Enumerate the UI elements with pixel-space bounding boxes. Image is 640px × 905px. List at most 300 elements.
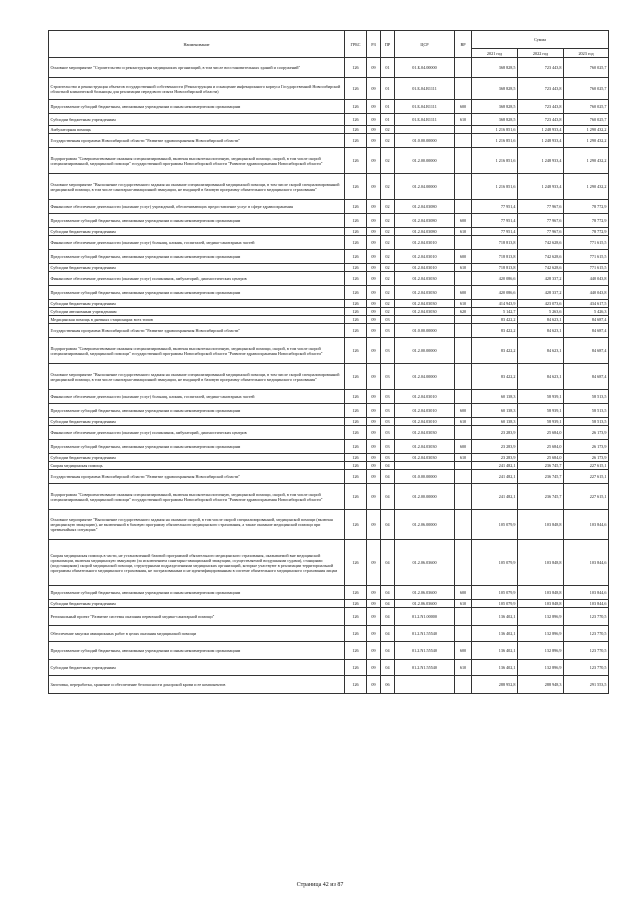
cell-a: 83 422,2	[472, 316, 518, 324]
cell-pr: 02	[381, 228, 395, 236]
cell-vr	[455, 126, 472, 134]
table-row	[49, 134, 609, 148]
cell-name: Субсидии бюджетным учреждениям	[49, 114, 345, 126]
cell-pr: 02	[381, 300, 395, 308]
cell-pr: 03	[381, 324, 395, 338]
cell-c: 5 426,3	[564, 308, 609, 316]
cell-csr: 01.2.06.03600	[395, 540, 455, 586]
cell-a: 420 086,6	[472, 286, 518, 300]
cell-c: 771 615,5	[564, 236, 609, 250]
cell-b: 428 337,2	[518, 286, 564, 300]
cell-vr: 600	[455, 586, 472, 600]
cell-b: 132 896,9	[518, 660, 564, 676]
cell-pr: 02	[381, 214, 395, 228]
cell-csr: 01.2.00.00000	[395, 148, 455, 174]
cell-name: Основное мероприятие "Выполнение государственного задания на оказание специализированной медицинской помощи, в том числе скорой специализированной медицинской помощи, в том числе санитарно-авиационной эвакуации, не входящей в базовую программу обязательного медицинского страхования"	[49, 174, 345, 200]
table-row	[49, 126, 609, 134]
cell-g: 126	[345, 642, 367, 660]
cell-name: Предоставление субсидий бюджетным, автономным учреждениям и иным некоммерческим организациям	[49, 586, 345, 600]
cell-b: 84 623,1	[518, 316, 564, 324]
cell-b: 103 848,8	[518, 600, 564, 608]
cell-b: 77 967,6	[518, 228, 564, 236]
cell-name: Региональный проект "Развитие системы оказания первичной медико-санитарной помощи"	[49, 608, 345, 626]
cell-vr	[455, 236, 472, 250]
cell-name: Подпрограмма "Совершенствование оказания специализированной, включая высокотехнологичную, медицинской помощи, скорой, в том числе скорой специализированной, медицинской помощи" государственной программы Новосибирской области "Развитие здравоохранения Новосибирской области"	[49, 484, 345, 510]
cell-a: 1 216 851,6	[472, 174, 518, 200]
cell-c: 760 025,7	[564, 78, 609, 100]
cell-a: 718 813,8	[472, 236, 518, 250]
cell-name: Финансовое обеспечение деятельности (оказание услуг) больниц, клиник, госпиталей, медико-санитарных частей	[49, 236, 345, 250]
cell-rz: 09	[367, 264, 381, 272]
cell-b: 132 896,9	[518, 642, 564, 660]
cell-vr: 610	[455, 264, 472, 272]
cell-g: 126	[345, 148, 367, 174]
cell-name: Субсидии автономным учреждениям	[49, 308, 345, 316]
cell-c: 26 173,9	[564, 426, 609, 440]
cell-a: 77 951,4	[472, 200, 518, 214]
cell-b: 723 443,8	[518, 58, 564, 78]
cell-a: 1 216 851,6	[472, 134, 518, 148]
cell-pr: 01	[381, 78, 395, 100]
cell-pr: 04	[381, 484, 395, 510]
cell-csr: 01.2.04.03030	[395, 272, 455, 286]
cell-g: 126	[345, 510, 367, 540]
table-row	[49, 100, 609, 114]
cell-g: 126	[345, 470, 367, 484]
table-row	[49, 608, 609, 626]
cell-c: 84 687,4	[564, 364, 609, 390]
cell-csr: 01.2.N1.55540	[395, 660, 455, 676]
cell-c: 760 025,7	[564, 58, 609, 78]
cell-csr: 01.2.04.03030	[395, 440, 455, 454]
cell-name: Предоставление субсидий бюджетным, автономным учреждениям и иным некоммерческим организациям	[49, 214, 345, 228]
table-row	[49, 586, 609, 600]
cell-rz: 09	[367, 540, 381, 586]
cell-c: 123 770,5	[564, 660, 609, 676]
table-row	[49, 58, 609, 78]
cell-a: 60 138,3	[472, 404, 518, 418]
cell-name: Медицинская помощь в дневных стационарах всех типов	[49, 316, 345, 324]
cell-name: Субсидии бюджетным учреждениям	[49, 454, 345, 462]
cell-b: 77 967,6	[518, 200, 564, 214]
cell-a: 60 138,3	[472, 390, 518, 404]
cell-rz: 09	[367, 470, 381, 484]
document-page	[48, 30, 608, 694]
cell-a: 23 283,9	[472, 454, 518, 462]
cell-b: 103 848,8	[518, 510, 564, 540]
cell-vr	[455, 148, 472, 174]
cell-pr: 02	[381, 286, 395, 300]
cell-vr: 600	[455, 100, 472, 114]
table-row	[49, 470, 609, 484]
cell-name: Скорая медицинская помощь	[49, 462, 345, 470]
table-row	[49, 300, 609, 308]
cell-vr: 600	[455, 642, 472, 660]
cell-c: 227 615,1	[564, 484, 609, 510]
cell-csr: 01.2.04.03030	[395, 286, 455, 300]
table-row	[49, 338, 609, 364]
cell-vr	[455, 272, 472, 286]
cell-vr	[455, 174, 472, 200]
cell-c: 26 173,9	[564, 454, 609, 462]
cell-a: 136 402,1	[472, 608, 518, 626]
table-row	[49, 540, 609, 586]
table-row	[49, 316, 609, 324]
cell-g: 126	[345, 286, 367, 300]
cell-name: Предоставление субсидий бюджетным, автономным учреждениям и иным некоммерческим организациям	[49, 404, 345, 418]
cell-rz: 09	[367, 626, 381, 642]
cell-a: 368 828,5	[472, 78, 518, 100]
cell-csr: 01.Б.04.R1111	[395, 78, 455, 100]
cell-b: 132 896,9	[518, 608, 564, 626]
cell-pr: 04	[381, 462, 395, 470]
cell-pr: 02	[381, 200, 395, 214]
cell-g: 126	[345, 126, 367, 134]
cell-vr	[455, 484, 472, 510]
header-grbs: ГРБС	[345, 31, 367, 58]
cell-name: Субсидии бюджетным учреждениям	[49, 418, 345, 426]
cell-g: 126	[345, 58, 367, 78]
cell-b: 742 628,6	[518, 264, 564, 272]
cell-pr: 04	[381, 470, 395, 484]
cell-rz: 09	[367, 600, 381, 608]
cell-pr: 04	[381, 626, 395, 642]
cell-name: Предоставление субсидий бюджетным, автономным учреждениям и иным некоммерческим организациям	[49, 100, 345, 114]
cell-a: 1 216 851,6	[472, 126, 518, 134]
cell-rz: 09	[367, 272, 381, 286]
cell-csr: 01.2.04.03010	[395, 236, 455, 250]
table-row	[49, 600, 609, 608]
cell-name: Амбулаторная помощь	[49, 126, 345, 134]
cell-a: 77 951,4	[472, 214, 518, 228]
cell-rz: 09	[367, 484, 381, 510]
cell-name: Обеспечение закупки авиационных работ в целях оказания медицинской помощи	[49, 626, 345, 642]
cell-vr: 610	[455, 114, 472, 126]
header-2022: 2022 год	[518, 49, 564, 58]
cell-vr	[455, 390, 472, 404]
cell-csr	[395, 316, 455, 324]
cell-pr: 03	[381, 440, 395, 454]
cell-csr: 01.2.04.03010	[395, 250, 455, 264]
cell-c: 84 687,4	[564, 324, 609, 338]
cell-rz: 09	[367, 78, 381, 100]
cell-vr: 610	[455, 228, 472, 236]
cell-vr	[455, 78, 472, 100]
cell-pr: 06	[381, 676, 395, 694]
cell-b: 5 263,6	[518, 308, 564, 316]
cell-c: 78 772,9	[564, 214, 609, 228]
cell-name: Основное мероприятие "Выполнение государственного задания на оказание специализированной медицинской помощи, в том числе скорой специализированной медицинской помощи, в том числе санитарно-авиационной эвакуации, не входящей в базовую программу обязательного медицинского страхования"	[49, 364, 345, 390]
cell-pr: 04	[381, 586, 395, 600]
table-row	[49, 626, 609, 642]
cell-b: 236 745,7	[518, 484, 564, 510]
cell-g: 126	[345, 78, 367, 100]
cell-c: 26 173,9	[564, 440, 609, 454]
cell-pr: 01	[381, 100, 395, 114]
cell-pr: 04	[381, 660, 395, 676]
cell-a: 368 828,5	[472, 58, 518, 78]
cell-b: 1 248 933,4	[518, 126, 564, 134]
cell-name: Финансовое обеспечение деятельности (оказание услуг) учреждений, обеспечивающих предоставление услуг в сфере здравоохранения	[49, 200, 345, 214]
cell-g: 126	[345, 236, 367, 250]
table-row	[49, 174, 609, 200]
cell-c: 440 043,8	[564, 286, 609, 300]
header-sum: Сумма	[472, 31, 609, 49]
table-row	[49, 250, 609, 264]
cell-a: 718 813,8	[472, 250, 518, 264]
cell-a: 241 482,1	[472, 470, 518, 484]
cell-a: 83 422,2	[472, 364, 518, 390]
header-name: Наименование	[49, 31, 345, 58]
cell-c: 58 513,5	[564, 390, 609, 404]
cell-csr: 01.2.N1.55540	[395, 642, 455, 660]
cell-c: 103 844,6	[564, 510, 609, 540]
cell-pr: 04	[381, 540, 395, 586]
cell-pr: 02	[381, 126, 395, 134]
cell-rz: 09	[367, 608, 381, 626]
header-csr: ЦСР	[395, 31, 455, 58]
cell-csr: 01.2.06.03600	[395, 586, 455, 600]
cell-rz: 09	[367, 586, 381, 600]
cell-c: 123 770,5	[564, 608, 609, 626]
cell-vr: 600	[455, 404, 472, 418]
cell-g: 126	[345, 100, 367, 114]
cell-pr: 03	[381, 364, 395, 390]
cell-b: 58 939,1	[518, 404, 564, 418]
cell-b: 1 248 933,4	[518, 174, 564, 200]
cell-rz: 09	[367, 126, 381, 134]
cell-vr	[455, 58, 472, 78]
cell-b: 723 443,8	[518, 78, 564, 100]
cell-g: 126	[345, 626, 367, 642]
cell-csr: 01.2.04.03030	[395, 300, 455, 308]
cell-vr: 610	[455, 300, 472, 308]
table-row	[49, 286, 609, 300]
cell-a: 23 283,9	[472, 440, 518, 454]
cell-a: 241 482,1	[472, 462, 518, 470]
cell-pr: 01	[381, 114, 395, 126]
cell-rz: 09	[367, 324, 381, 338]
cell-a: 718 813,8	[472, 264, 518, 272]
table-row	[49, 364, 609, 390]
cell-c: 103 844,6	[564, 600, 609, 608]
cell-rz: 09	[367, 390, 381, 404]
cell-vr	[455, 676, 472, 694]
cell-g: 126	[345, 454, 367, 462]
cell-csr: 01.2.04.03010	[395, 418, 455, 426]
cell-csr	[395, 676, 455, 694]
table-row	[49, 228, 609, 236]
cell-g: 126	[345, 308, 367, 316]
cell-name: Субсидии бюджетным учреждениям	[49, 228, 345, 236]
cell-g: 126	[345, 390, 367, 404]
cell-vr: 600	[455, 286, 472, 300]
cell-vr	[455, 608, 472, 626]
table-row	[49, 462, 609, 470]
cell-rz: 09	[367, 134, 381, 148]
cell-vr	[455, 540, 472, 586]
cell-g: 126	[345, 316, 367, 324]
cell-a: 288 952,8	[472, 676, 518, 694]
cell-c: 227 615,1	[564, 462, 609, 470]
cell-pr: 04	[381, 510, 395, 540]
cell-pr: 01	[381, 58, 395, 78]
cell-rz: 09	[367, 174, 381, 200]
cell-name: Субсидии бюджетным учреждениям	[49, 660, 345, 676]
cell-name: Государственная программа Новосибирской области "Развитие здравоохранения Новосибирской области"	[49, 324, 345, 338]
cell-b: 1 248 933,4	[518, 134, 564, 148]
cell-csr: 01.2.06.00000	[395, 510, 455, 540]
cell-b: 723 443,8	[518, 100, 564, 114]
cell-pr: 02	[381, 236, 395, 250]
table-row	[49, 440, 609, 454]
cell-b: 742 628,6	[518, 236, 564, 250]
cell-pr: 03	[381, 426, 395, 440]
cell-pr: 02	[381, 134, 395, 148]
cell-g: 126	[345, 462, 367, 470]
cell-pr: 02	[381, 250, 395, 264]
table-row	[49, 484, 609, 510]
cell-c: 84 687,4	[564, 316, 609, 324]
cell-c: 227 615,1	[564, 470, 609, 484]
header-rz: РЗ	[367, 31, 381, 58]
cell-pr: 04	[381, 600, 395, 608]
cell-c: 1 290 432,2	[564, 126, 609, 134]
cell-vr	[455, 470, 472, 484]
table-row	[49, 642, 609, 660]
cell-c: 78 772,9	[564, 200, 609, 214]
cell-g: 126	[345, 264, 367, 272]
cell-vr	[455, 134, 472, 148]
cell-vr: 610	[455, 454, 472, 462]
cell-name: Предоставление субсидий бюджетным, автономным учреждениям и иным некоммерческим организациям	[49, 286, 345, 300]
cell-a: 83 422,2	[472, 324, 518, 338]
cell-rz: 09	[367, 200, 381, 214]
cell-pr: 04	[381, 642, 395, 660]
cell-a: 368 828,5	[472, 100, 518, 114]
cell-vr	[455, 626, 472, 642]
cell-name: Субсидии бюджетным учреждениям	[49, 300, 345, 308]
cell-g: 126	[345, 600, 367, 608]
table-row	[49, 214, 609, 228]
cell-csr: 01.2.04.03030	[395, 426, 455, 440]
cell-rz: 09	[367, 510, 381, 540]
cell-vr: 610	[455, 418, 472, 426]
header-pr: ПР	[381, 31, 395, 58]
page-number: Страница 42 из 87	[296, 882, 344, 888]
cell-g: 126	[345, 676, 367, 694]
cell-b: 58 939,1	[518, 418, 564, 426]
cell-csr: 01.Б.04.R1111	[395, 114, 455, 126]
cell-name: Предоставление субсидий бюджетным, автономным учреждениям и иным некоммерческим организациям	[49, 250, 345, 264]
cell-rz: 09	[367, 364, 381, 390]
table-row	[49, 676, 609, 694]
cell-rz: 09	[367, 214, 381, 228]
cell-a: 105 079,9	[472, 586, 518, 600]
cell-g: 126	[345, 540, 367, 586]
cell-csr: 01.Б.04.R1111	[395, 100, 455, 114]
cell-csr: 01.0.00.00000	[395, 324, 455, 338]
cell-g: 126	[345, 228, 367, 236]
cell-b: 723 443,8	[518, 114, 564, 126]
cell-pr: 02	[381, 308, 395, 316]
cell-c: 760 025,7	[564, 114, 609, 126]
cell-csr: 01.2.04.03080	[395, 200, 455, 214]
cell-csr: 01.0.00.00000	[395, 134, 455, 148]
cell-b: 84 623,1	[518, 324, 564, 338]
table-row	[49, 454, 609, 462]
cell-b: 25 684,0	[518, 440, 564, 454]
cell-rz: 09	[367, 308, 381, 316]
cell-rz: 09	[367, 454, 381, 462]
cell-a: 105 079,9	[472, 540, 518, 586]
table-row	[49, 308, 609, 316]
cell-g: 126	[345, 440, 367, 454]
cell-b: 428 337,2	[518, 272, 564, 286]
cell-b: 77 967,6	[518, 214, 564, 228]
table-row	[49, 200, 609, 214]
cell-name: Государственная программа Новосибирской области "Развитие здравоохранения Новосибирской области"	[49, 134, 345, 148]
table-row	[49, 148, 609, 174]
header-2023: 2023 год	[564, 49, 609, 58]
cell-vr	[455, 462, 472, 470]
table-row	[49, 660, 609, 676]
cell-c: 84 687,4	[564, 338, 609, 364]
cell-name: Финансовое обеспечение деятельности (оказание услуг) больниц, клиник, госпиталей, медико-санитарных частей	[49, 390, 345, 404]
cell-rz: 09	[367, 426, 381, 440]
cell-csr: 01.2.N1.00000	[395, 608, 455, 626]
table-body	[49, 58, 609, 694]
cell-g: 126	[345, 338, 367, 364]
cell-name: Финансовое обеспечение деятельности (оказание услуг) поликлиник, амбулаторий, диагностических центров	[49, 426, 345, 440]
cell-g: 126	[345, 404, 367, 418]
cell-pr: 03	[381, 454, 395, 462]
cell-vr: 600	[455, 214, 472, 228]
cell-rz: 09	[367, 114, 381, 126]
cell-rz: 09	[367, 418, 381, 426]
cell-g: 126	[345, 484, 367, 510]
cell-c: 760 025,7	[564, 100, 609, 114]
cell-a: 368 828,5	[472, 114, 518, 126]
cell-a: 1 216 851,6	[472, 148, 518, 174]
cell-b: 236 745,7	[518, 462, 564, 470]
cell-vr	[455, 338, 472, 364]
cell-a: 136 402,1	[472, 642, 518, 660]
cell-csr: 01.0.00.00000	[395, 470, 455, 484]
table-row	[49, 404, 609, 418]
cell-b: 84 623,1	[518, 364, 564, 390]
cell-rz: 09	[367, 148, 381, 174]
cell-a: 136 402,1	[472, 626, 518, 642]
table-row	[49, 418, 609, 426]
cell-g: 126	[345, 418, 367, 426]
cell-a: 77 951,4	[472, 228, 518, 236]
cell-pr: 03	[381, 404, 395, 418]
cell-vr	[455, 510, 472, 540]
cell-pr: 03	[381, 316, 395, 324]
cell-pr: 02	[381, 148, 395, 174]
cell-b: 25 684,0	[518, 454, 564, 462]
cell-rz: 09	[367, 404, 381, 418]
cell-a: 105 079,9	[472, 510, 518, 540]
cell-a: 241 482,1	[472, 484, 518, 510]
cell-rz: 09	[367, 338, 381, 364]
cell-csr: 01.2.06.03600	[395, 600, 455, 608]
cell-vr	[455, 316, 472, 324]
cell-pr: 03	[381, 418, 395, 426]
cell-name: Субсидии бюджетным учреждениям	[49, 600, 345, 608]
cell-name: Субсидии бюджетным учреждениям	[49, 264, 345, 272]
